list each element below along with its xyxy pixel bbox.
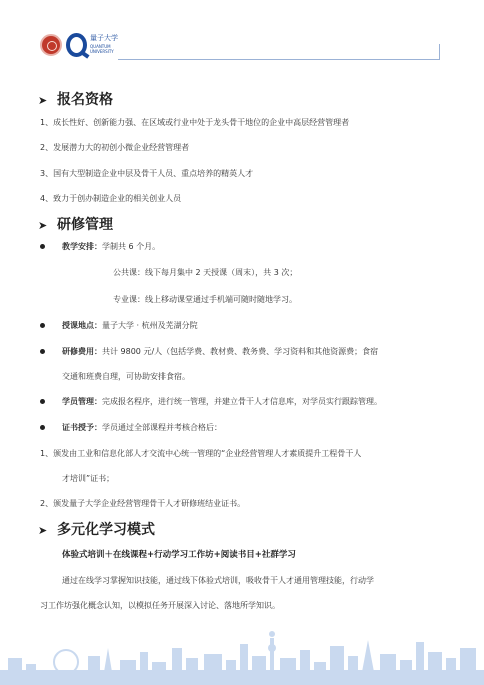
qualification-item-2: 2、发展潜力大的初创小微企业经营管理者 bbox=[40, 143, 190, 152]
fee-line: 研修费用：共计 9800 元/人（包括学费、教材费、教务费、学习资料和其他资源费；食宿 bbox=[62, 347, 379, 356]
logo-en-text: QUANTUM UNIVERSITY bbox=[90, 44, 114, 54]
bullet-dot bbox=[40, 349, 45, 354]
qualification-item-4: 4、致力于创办制造企业的相关创业人员 bbox=[40, 194, 182, 203]
bullet-dot bbox=[40, 425, 45, 430]
bullet-dot bbox=[40, 399, 45, 404]
arrow-right-icon: ➤ bbox=[38, 219, 48, 232]
arrow-right-icon: ➤ bbox=[38, 524, 48, 537]
section-title-qualification: ➤ 报名资格 bbox=[38, 92, 113, 108]
section-title-learning: ➤ 多元化学习模式 bbox=[38, 522, 155, 538]
public-course-line: 公共课：线下每月集中 2 天授课（周末），共 3 次； bbox=[113, 268, 298, 277]
certificate-item-1-cont: 才培训”证书； bbox=[62, 474, 115, 483]
certificate-item-2: 2、颁发量子大学企业经营管理骨干人才研修班结业证书。 bbox=[40, 499, 246, 508]
header-divider-tick bbox=[439, 44, 440, 60]
location-line: 授课地点：量子大学 · 杭州及芜湖分院 bbox=[62, 321, 198, 330]
section-title-management: ➤ 研修管理 bbox=[38, 217, 113, 233]
certificate-item-1: 1、颁发由工业和信息化部人才交流中心统一管理的“企业经营管理人才素质提升工程骨干人 bbox=[40, 449, 362, 458]
bullet-dot bbox=[40, 323, 45, 328]
qualification-item-3: 3、国有大型制造企业中层及骨干人员、重点培养的精英人才 bbox=[40, 169, 254, 178]
schedule-line: 教学安排：学制共 6 个月。 bbox=[62, 242, 161, 251]
certificate-line: 证书授予：学员通过全部课程并考核合格后： bbox=[62, 423, 222, 432]
city-skyline-illustration bbox=[0, 618, 484, 685]
logo-cn-text: 量子大学 bbox=[90, 34, 118, 42]
student-management-line: 学员管理：完成报名程序，进行统一管理，并建立骨干人才信息库，对学员实行跟踪管理。 bbox=[62, 397, 382, 406]
qualification-item-1: 1、成长性好、创新能力强、在区域或行业中处于龙头骨干地位的企业中高层经营管理者 bbox=[40, 118, 350, 127]
arrow-right-icon: ➤ bbox=[38, 94, 48, 107]
fee-line-2: 交通和班费自理，可协助安排食宿。 bbox=[62, 372, 190, 381]
header-divider bbox=[118, 59, 440, 60]
learning-paragraph-2: 习工作坊强化概念认知，以模拟任务开展深入讨论、落地所学知识。 bbox=[40, 601, 280, 610]
pro-course-line: 专业课：线上移动课堂通过手机端可随时随地学习。 bbox=[113, 295, 297, 304]
page-header bbox=[0, 0, 484, 72]
bullet-dot bbox=[40, 244, 45, 249]
university-seal-icon bbox=[40, 34, 62, 56]
quantum-q-logo-icon bbox=[66, 33, 87, 57]
learning-paragraph-1: 通过在线学习掌握知识技能，通过线下体验式培训，吸收骨干人才通用管理技能，行动学 bbox=[62, 576, 374, 585]
learning-subtitle: 体验式培训＋在线课程+行动学习工作坊+阅读书目+社群学习 bbox=[62, 550, 296, 560]
